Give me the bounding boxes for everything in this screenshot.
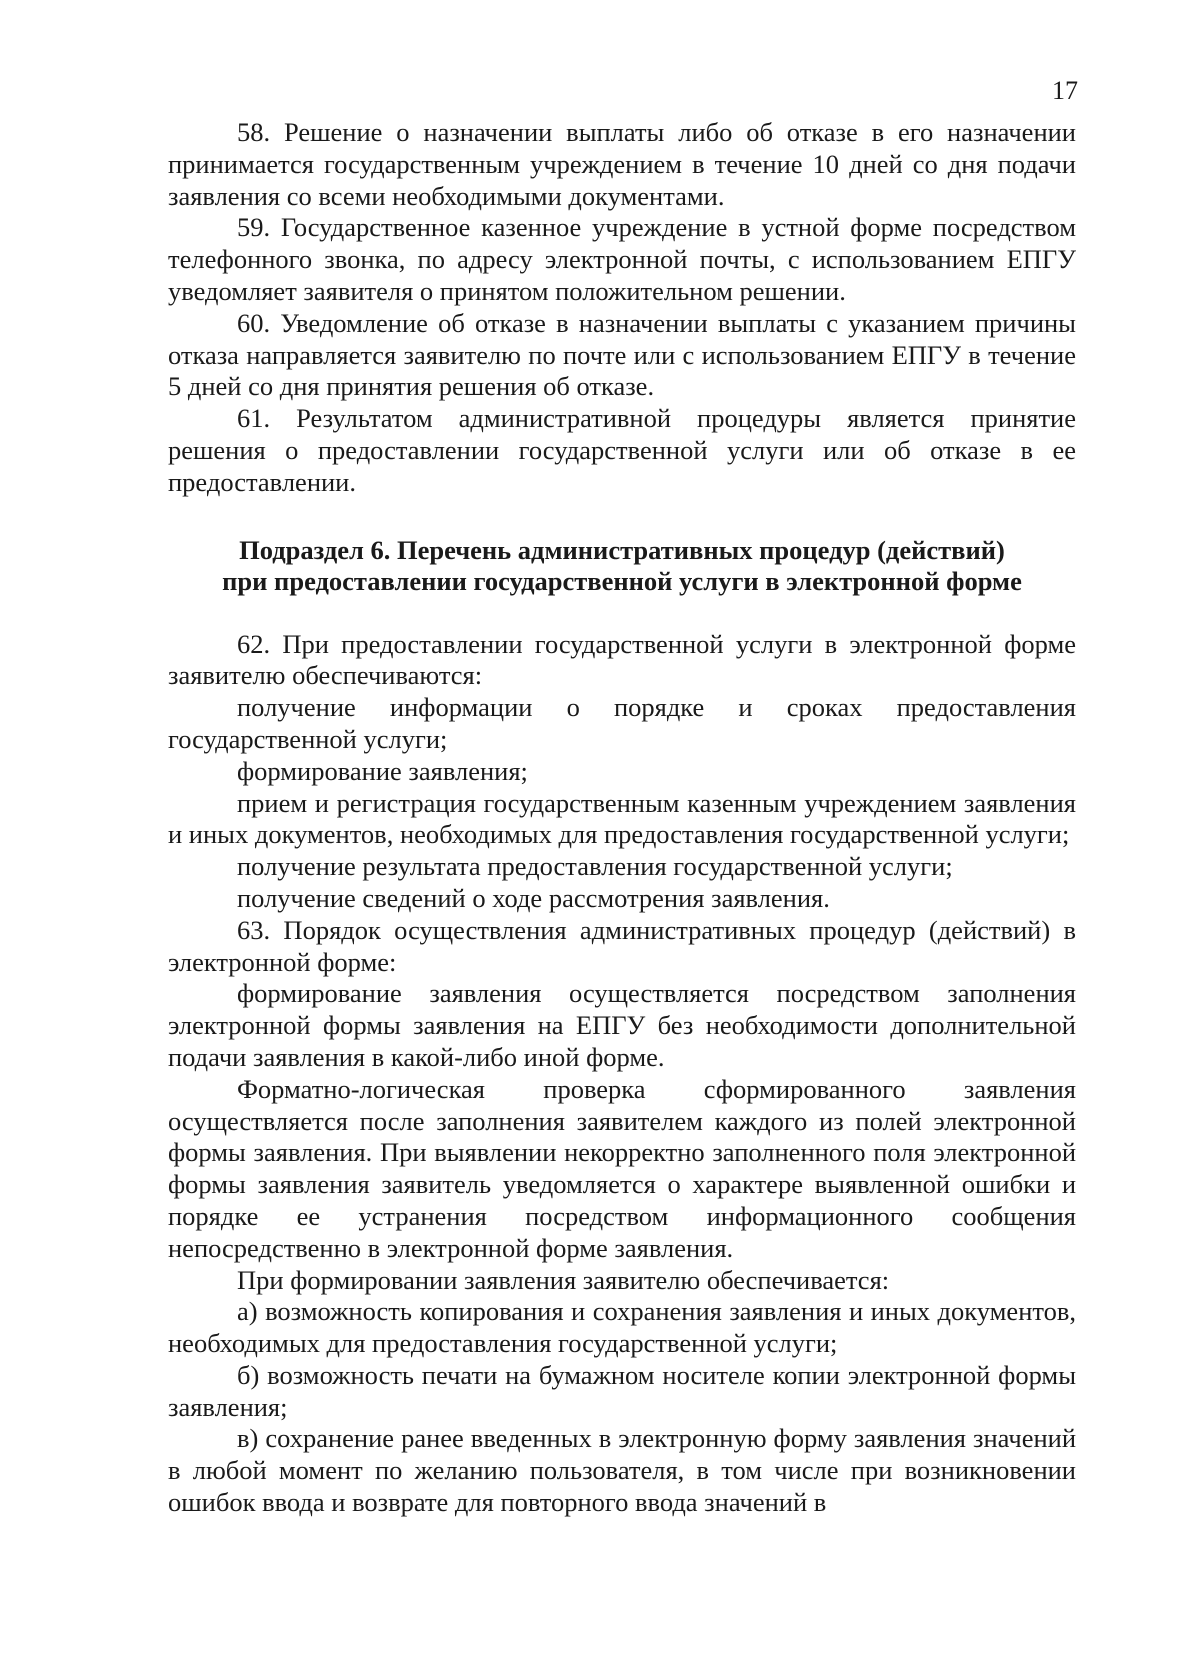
paragraph-format-check: Форматно-логическая проверка сформированного заявления осуществляется после заполнения заявителем каждого из полей электронной формы заявления. При выявлении некорректно заполненного поля электронной формы заявления заявитель уведомляется о характере выявленной ошибки и порядке ее устранения посредством информационного сообщения непосредственно в электронной форме заявления. — [168, 1073, 1076, 1263]
list-item-result: получение результата предоставления государственной услуги; — [237, 851, 953, 882]
paragraph-60: 60. Уведомление об отказе в назначении выплаты с указанием причины отказа направляется заявителю по почте или с использованием ЕПГУ в течение 5 дней со дня принятия решения об отказе. — [168, 307, 1076, 402]
paragraph-form-creation: формирование заявления осуществляется посредством заполнения электронной формы заявления на ЕПГУ без необходимости дополнительной подачи заявления в какой-либо иной форме. — [168, 978, 1076, 1072]
paragraph-62: 62. При предоставлении государственной услуги в электронной форме заявителю обеспечиваются: — [168, 628, 1076, 691]
list-item-reception-registration: прием и регистрация государственным казенным учреждением заявления и иных документов, необходимых для предоставления государственной услуги; — [168, 787, 1076, 850]
paragraph-61: 61. Результатом административной процедуры является принятие решения о предоставлении государственной услуги или об отказе в ее предоставлении. — [168, 403, 1076, 497]
list-item-information: получение информации о порядке и сроках предоставления государственной услуги; — [168, 692, 1076, 754]
section-heading-line-2: при предоставлении государственной услуги в электронной форме — [222, 565, 1022, 596]
document-body — [168, 117, 1076, 1519]
list-item-c: в) сохранение ранее введенных в электронную форму заявления значений в любой момент по желанию пользователя, в том числе при возникновении ошибок ввода и возврате для повторного ввода значений в — [168, 1423, 1076, 1518]
paragraph-58: 58. Решение о назначении выплаты либо об отказе в его назначении принимается государственным учреждением в течение 10 дней со дня подачи заявления со всеми необходимыми документами. — [168, 117, 1076, 211]
paragraph-63: 63. Порядок осуществления административных процедур (действий) в электронной форме: — [168, 914, 1076, 977]
list-item-a: а) возможность копирования и сохранения заявления и иных документов, необходимых для предоставления государственной услуги; — [168, 1296, 1076, 1359]
paragraph-59: 59. Государственное казенное учреждение в устной форме посредством телефонного звонка, по адресу электронной почты, с использованием ЕПГУ уведомляет заявителя о принятом положительном решении. — [168, 212, 1076, 306]
paragraph-form-provisions: При формировании заявления заявителю обеспечивается: — [237, 1264, 890, 1295]
section-heading-line-1: Подраздел 6. Перечень административных процедур (действий) — [239, 534, 1005, 565]
list-item-form-creation: формирование заявления; — [237, 755, 528, 786]
page-number: 17 — [1052, 76, 1078, 105]
section-heading — [168, 535, 1076, 597]
list-item-b: б) возможность печати на бумажном носителе копии электронной формы заявления; — [168, 1359, 1076, 1422]
list-item-status-info: получение сведений о ходе рассмотрения заявления. — [237, 882, 830, 913]
